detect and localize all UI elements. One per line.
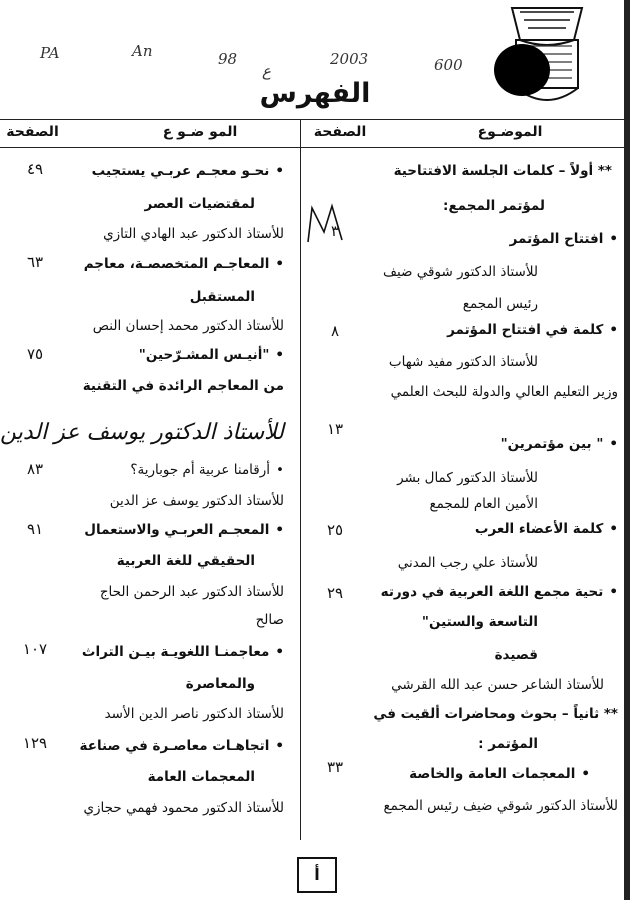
page-number: ٤٩	[26, 160, 44, 178]
page-number: ٨٣	[26, 460, 44, 478]
entry-title: • معاجمنـا اللغويـة بيـن التراث	[82, 644, 284, 660]
handnote-6: 600	[434, 56, 463, 74]
left-page-header: الصفحة	[6, 124, 59, 140]
entry-title: لمؤتمر المجمع:	[443, 198, 545, 214]
entry-title: • أرقامنا عربية أم جوبارية؟	[130, 462, 284, 478]
entry-author: للأستاذ الدكتور محمود فهمي حجازي	[83, 800, 284, 816]
entry-title: • المعاجـم المتخصصـة، معاجم	[84, 256, 284, 272]
entry-title: • كلمة الأعضاء العرب	[475, 521, 618, 537]
entry-title: • افتتاح المؤتمر	[510, 231, 618, 247]
entry-title: • "أنيـس المشـرّحين"	[139, 347, 284, 363]
entry-title: • المعجمات العامة والخاصة	[409, 766, 590, 782]
page-number: ٣٣	[326, 758, 344, 776]
entry-author: صالح	[255, 612, 284, 628]
entry-title: التاسعة والستين"	[421, 614, 538, 630]
entry-author: رئيس المجمع	[462, 296, 538, 312]
entry-author: الأمين العام للمجمع	[429, 496, 538, 512]
entry-title: ** ثانياً – بحوث ومحاضرات ألقيت في	[373, 706, 618, 722]
entry-author: للأستاذ الدكتور شوقي ضيف	[383, 264, 538, 280]
entry-title: • المعجـم العربـي والاستعمال	[84, 522, 284, 538]
handnote-5: 2003	[330, 50, 369, 68]
page-number: ١٢٩	[22, 734, 48, 752]
page-number: ٩١	[26, 520, 44, 538]
handnote-4: ع	[262, 62, 271, 80]
page-number: ٢٩	[326, 584, 344, 602]
page-number: ١٠٧	[22, 640, 48, 658]
entry-title: ** أولاً – كلمات الجلسة الافتتاحية	[393, 163, 612, 179]
entry-title: المؤتمر :	[478, 736, 538, 752]
entry-title: • تحية مجمع اللغة العربية في دورته	[381, 584, 618, 600]
entry-author: للأستاذ الدكتور يوسف عز الدين	[109, 493, 284, 509]
header-top-rule	[0, 119, 630, 120]
entry-title: المعجمات العامة	[147, 769, 255, 785]
entry-author: للأستاذ الدكتور محمد إحسان النص	[92, 318, 284, 334]
page-number: ٣	[310, 222, 360, 240]
page-number: ٨	[330, 322, 340, 340]
entry-author: للأستاذ الدكتور ناصر الدين الأسد	[104, 706, 284, 722]
entry-title: • اتجاهـات معاصـرة في صناعة	[80, 738, 284, 754]
page-title: الفهرس	[259, 78, 371, 109]
entry-title: • " بين مؤتمرين"	[501, 436, 618, 452]
page-number: ٦٣	[26, 253, 44, 271]
entry-title: • نحـو معجـم عربـي يستجيب	[92, 163, 284, 179]
scan-edge	[624, 0, 630, 900]
entry-title: • كلمة في افتتاح المؤتمر	[447, 322, 618, 338]
entry-author: وزير التعليم العالي والدولة للبحث العلمي	[390, 384, 618, 400]
right-topic-header: الموضـوع	[477, 124, 543, 140]
entry-author: للأستاذ الشاعر حسن عبد الله القرشي	[391, 677, 604, 693]
entry-title: المستقبل	[189, 289, 255, 305]
page-number: ١٣	[326, 420, 344, 438]
handnote-2: An	[132, 42, 153, 60]
entry-title: قصيدة	[494, 647, 538, 663]
left-topic-header: المو ضـو ع	[162, 124, 238, 140]
page-number: ٧٥	[26, 345, 44, 363]
entry-title: من المعاجم الرائدة في التقنية	[82, 378, 284, 394]
right-page-header: الصفحة	[313, 124, 367, 140]
header-bottom-rule	[0, 147, 630, 148]
entry-author: للأستاذ الدكتور كمال بشر	[397, 470, 538, 486]
entry-author: للأستاذ الدكتور عبد الرحمن الحاج	[99, 584, 284, 600]
entry-title: الحقيقي للغة العربية	[116, 553, 255, 569]
page-footer-label: أ	[297, 857, 337, 893]
entry-author: للأستاذ الدكتور عبد الهادي التازي	[103, 226, 284, 242]
column-divider	[300, 120, 301, 840]
entry-author: للأستاذ الدكتور مفيد شهاب	[388, 354, 538, 370]
handnote-3: 98	[218, 50, 238, 68]
entry-author: للأستاذ علي رجب المدني	[397, 555, 538, 571]
entry-title: والمعاصرة	[185, 676, 255, 692]
entry-title: لمقتضيات العصر	[144, 196, 255, 212]
page-number: ٢٥	[326, 521, 344, 539]
entry-author: للأستاذ الدكتور شوقي ضيف رئيس المجمع	[383, 798, 618, 814]
handwritten-scribble-icon	[302, 202, 348, 246]
entry-author-handwritten: للأستاذ الدكتور يوسف عز الدين	[0, 420, 284, 445]
handnote-1: PA	[40, 44, 60, 62]
